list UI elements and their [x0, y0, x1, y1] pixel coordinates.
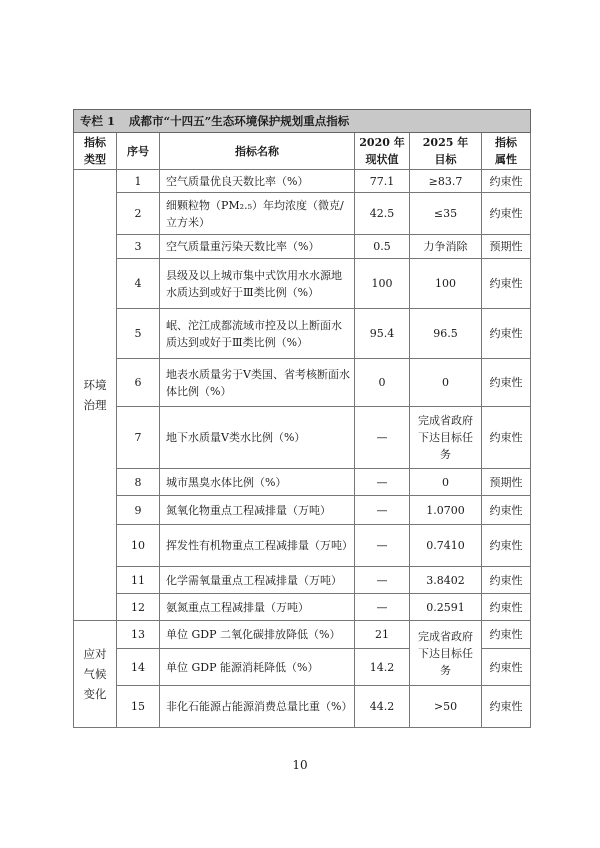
cell-2025: ≤35 [410, 193, 482, 235]
header-index: 序号 [117, 133, 160, 170]
table-title [74, 110, 531, 133]
cell-attr: 约束性 [482, 496, 531, 525]
table-row [74, 407, 531, 469]
cell-2020: — [355, 407, 410, 469]
category-env: 环境 治理 [74, 170, 117, 621]
table-title-row [74, 110, 531, 133]
cell-no: 11 [117, 567, 160, 594]
cell-name: 城市黑臭水体比例（%） [160, 469, 355, 496]
cell-name: 化学需氧量重点工程减排量（万吨） [160, 567, 355, 594]
cell-name: 单位 GDP 二氧化碳排放降低（%） [160, 621, 355, 649]
cell-no: 6 [117, 359, 160, 407]
table-row [74, 359, 531, 407]
cell-attr: 预期性 [482, 235, 531, 259]
cell-no: 4 [117, 259, 160, 309]
table-row [74, 525, 531, 567]
cell-name: 县级及以上城市集中式饮用水水源地水质达到或好于Ⅲ类比例（%） [160, 259, 355, 309]
cell-attr: 约束性 [482, 567, 531, 594]
cell-name: 细颗粒物（PM₂.₅）年均浓度（微克/立方米） [160, 193, 355, 235]
table-title-number: 专栏 1 [80, 113, 116, 128]
cell-2020: 77.1 [355, 170, 410, 193]
cell-no: 15 [117, 686, 160, 728]
cell-no: 8 [117, 469, 160, 496]
cell-2025: 力争消除 [410, 235, 482, 259]
header-attribute: 指标 属性 [482, 133, 531, 170]
page-number: 10 [292, 758, 308, 772]
indicator-table [73, 109, 531, 728]
cell-no: 2 [117, 193, 160, 235]
table-header-row [74, 133, 531, 170]
cell-2020: — [355, 525, 410, 567]
cell-no: 5 [117, 309, 160, 359]
table-row [74, 686, 531, 728]
cell-name: 氨氮重点工程减排量（万吨） [160, 594, 355, 621]
cell-2020: 0 [355, 359, 410, 407]
cell-2020: — [355, 567, 410, 594]
cell-attr: 约束性 [482, 686, 531, 728]
cell-name: 氮氧化物重点工程减排量（万吨） [160, 496, 355, 525]
cell-name: 地表水质量劣于Ⅴ类国、省考核断面水体比例（%） [160, 359, 355, 407]
table-row [74, 594, 531, 621]
cell-2025: 0 [410, 359, 482, 407]
cell-attr: 约束性 [482, 649, 531, 686]
cell-attr: 约束性 [482, 621, 531, 649]
cell-attr: 约束性 [482, 259, 531, 309]
cell-2020: 44.2 [355, 686, 410, 728]
table-row [74, 469, 531, 496]
table-row [74, 621, 531, 649]
cell-no: 9 [117, 496, 160, 525]
category-climate: 应对 气候 变化 [74, 621, 117, 728]
cell-attr: 约束性 [482, 309, 531, 359]
cell-2020: — [355, 594, 410, 621]
cell-2025: 0.2591 [410, 594, 482, 621]
cell-no: 7 [117, 407, 160, 469]
cell-2020: 95.4 [355, 309, 410, 359]
cell-attr: 约束性 [482, 193, 531, 235]
cell-no: 3 [117, 235, 160, 259]
cell-2020: 21 [355, 621, 410, 649]
cell-2025: 0.7410 [410, 525, 482, 567]
cell-no: 13 [117, 621, 160, 649]
cell-attr: 预期性 [482, 469, 531, 496]
header-target-2025: 2025 年 目标 [410, 133, 482, 170]
cell-no: 1 [117, 170, 160, 193]
indicator-table-container [73, 109, 530, 728]
cell-name: 挥发性有机物重点工程减排量（万吨） [160, 525, 355, 567]
cell-name: 非化石能源占能源消费总量比重（%） [160, 686, 355, 728]
cell-attr: 约束性 [482, 594, 531, 621]
table-row [74, 496, 531, 525]
table-row [74, 259, 531, 309]
cell-no: 10 [117, 525, 160, 567]
cell-name: 空气质量重污染天数比率（%） [160, 235, 355, 259]
cell-name: 岷、沱江成都流域市控及以上断面水质达到或好于Ⅲ类比例（%） [160, 309, 355, 359]
cell-name: 空气质量优良天数比率（%） [160, 170, 355, 193]
header-value-2020: 2020 年 现状值 [355, 133, 410, 170]
header-name: 指标名称 [160, 133, 355, 170]
cell-2025: 完成省政府下达目标任务 [410, 621, 482, 686]
header-category: 指标 类型 [74, 133, 117, 170]
table-row [74, 235, 531, 259]
cell-2025: 3.8402 [410, 567, 482, 594]
cell-2020: 14.2 [355, 649, 410, 686]
table-row [74, 193, 531, 235]
cell-name: 地下水质量Ⅴ类水比例（%） [160, 407, 355, 469]
cell-2025: 100 [410, 259, 482, 309]
cell-2025: 0 [410, 469, 482, 496]
cell-2020: 0.5 [355, 235, 410, 259]
table-row [74, 170, 531, 193]
cell-no: 14 [117, 649, 160, 686]
table-row [74, 309, 531, 359]
table-title-text: 成都市“十四五”生态环境保护规划重点指标 [129, 113, 350, 128]
cell-2025: ≥83.7 [410, 170, 482, 193]
cell-2020: — [355, 469, 410, 496]
cell-name: 单位 GDP 能源消耗降低（%） [160, 649, 355, 686]
cell-2020: — [355, 496, 410, 525]
cell-2025: 1.0700 [410, 496, 482, 525]
cell-attr: 约束性 [482, 359, 531, 407]
cell-2025: 完成省政府下达目标任务 [410, 407, 482, 469]
cell-2025: 96.5 [410, 309, 482, 359]
cell-no: 12 [117, 594, 160, 621]
cell-2020: 42.5 [355, 193, 410, 235]
cell-attr: 约束性 [482, 170, 531, 193]
cell-attr: 约束性 [482, 525, 531, 567]
cell-2020: 100 [355, 259, 410, 309]
cell-2025: >50 [410, 686, 482, 728]
cell-attr: 约束性 [482, 407, 531, 469]
table-row [74, 567, 531, 594]
